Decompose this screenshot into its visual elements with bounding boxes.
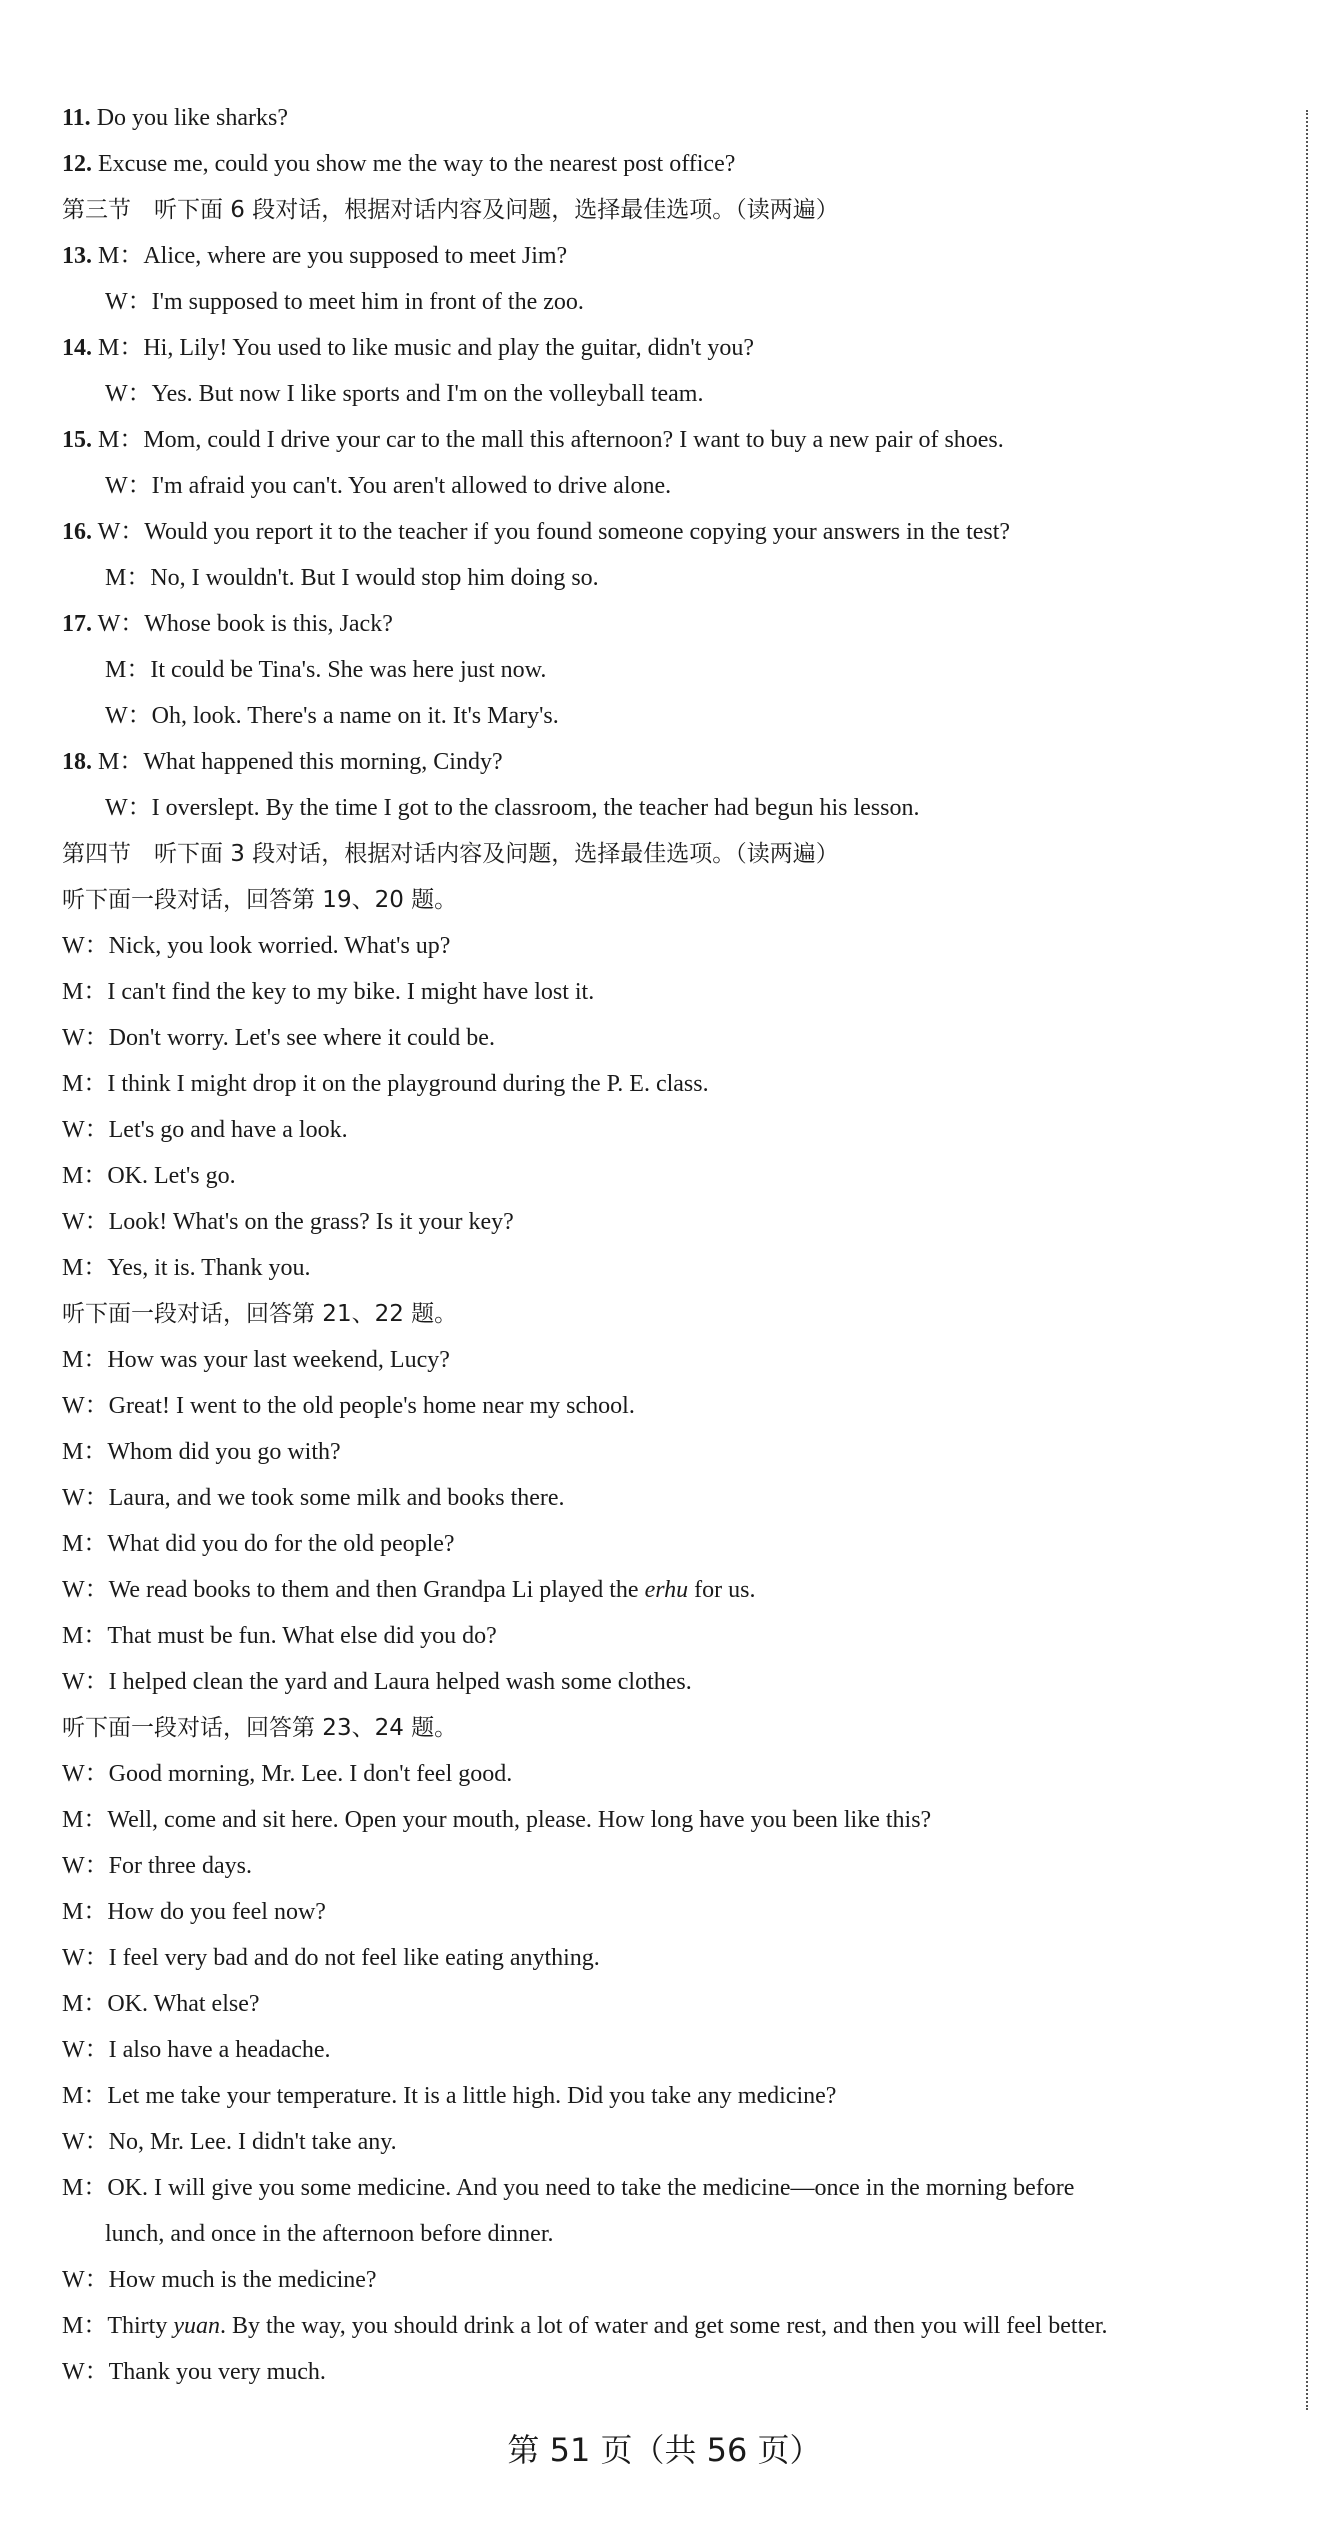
transcript-line (105, 2219, 554, 2249)
transcript-line (62, 333, 754, 363)
question-number: 12. (62, 151, 92, 177)
question-number: 17. (62, 611, 92, 637)
transcript-line (62, 1299, 457, 1329)
line-text: W：How much is the medicine? (62, 2267, 377, 2293)
line-text: W：Great! I went to the old people's home near my school. (62, 1393, 635, 1419)
transcript-line (62, 1667, 692, 1697)
line-text: M：Well, come and sit here. Open your mouth, please. How long have you been like this? (62, 1807, 932, 1833)
line-text-after: for us. (688, 1577, 756, 1603)
transcript-line (62, 1069, 709, 1099)
transcript-line (62, 931, 450, 961)
transcript-line (105, 287, 584, 317)
transcript-line (62, 1345, 450, 1375)
line-text: M：OK. Let's go. (62, 1163, 236, 1189)
transcript-line (62, 977, 594, 1007)
line-text: M：Mom, could I drive your car to the mall this afternoon? I want to buy a new pair of shoes. (92, 427, 1004, 453)
line-text: W：Don't worry. Let's see where it could be. (62, 1025, 495, 1051)
transcript-line (62, 195, 839, 225)
transcript-line (62, 747, 503, 777)
transcript-line (62, 2127, 397, 2157)
line-text: M：How do you feel now? (62, 1899, 326, 1925)
line-text: M：Alice, where are you supposed to meet Jim? (92, 243, 568, 269)
transcript-line (62, 2035, 331, 2065)
line-text: W：Whose book is this, Jack? (92, 611, 393, 637)
line-text: M：Thirty (62, 2313, 174, 2339)
line-text: 听下面一段对话，回答第 19、20 题。 (62, 887, 458, 913)
line-text: W：Look! What's on the grass? Is it your key? (62, 1209, 514, 1235)
transcript-line (62, 425, 1004, 455)
line-text: W：Yes. But now I like sports and I'm on the volleyball team. (105, 381, 704, 407)
transcript-line (62, 1897, 326, 1927)
transcript-line (62, 2311, 1108, 2341)
transcript-line (105, 655, 546, 685)
line-text: W：I also have a headache. (62, 2037, 331, 2063)
transcript-line (62, 1161, 236, 1191)
line-text: M：OK. What else? (62, 1991, 260, 2017)
binding-cut-line (1306, 110, 1308, 2410)
transcript-line (62, 1483, 565, 1513)
line-text: W：Let's go and have a look. (62, 1117, 348, 1143)
transcript-line (62, 241, 567, 271)
line-text: M：Hi, Lily! You used to like music and play the guitar, didn't you? (92, 335, 754, 361)
transcript-line (62, 1575, 755, 1605)
transcript-line (62, 1115, 348, 1145)
transcript-line (105, 471, 671, 501)
transcript-line (62, 1621, 497, 1651)
line-text: W：I overslept. By the time I got to the classroom, the teacher had begun his lesson. (105, 795, 920, 821)
line-text: W：Nick, you look worried. What's up? (62, 933, 451, 959)
line-text: M：What did you do for the old people? (62, 1531, 455, 1557)
line-text: 听下面一段对话，回答第 21、22 题。 (62, 1301, 458, 1327)
line-text: 第三节 听下面 6 段对话，根据对话内容及问题，选择最佳选项。（读两遍） (62, 197, 839, 223)
line-text: W：I'm afraid you can't. You aren't allowed to drive alone. (105, 473, 672, 499)
page-footer: 第 51 页（共 56 页） (507, 2431, 822, 2469)
transcript-line (62, 885, 457, 915)
transcript-line (62, 1023, 495, 1053)
line-text: M：It could be Tina's. She was here just now. (105, 657, 547, 683)
line-text: W：Oh, look. There's a name on it. It's Mary's. (105, 703, 559, 729)
line-text: M：OK. I will give you some medicine. And you need to take the medicine—once in the morning before (62, 2175, 1075, 2201)
transcript-line (62, 517, 1010, 547)
question-number: 18. (62, 749, 92, 775)
transcript-line (105, 563, 599, 593)
line-text: W：I'm supposed to meet him in front of the zoo. (105, 289, 584, 315)
line-text: M：No, I wouldn't. But I would stop him doing so. (105, 565, 599, 591)
transcript-line (105, 701, 559, 731)
transcript-line (62, 1207, 514, 1237)
transcript-line (62, 2265, 377, 2295)
transcript-line (105, 379, 703, 409)
transcript-line (62, 103, 288, 133)
line-text: W：Laura, and we took some milk and books there. (62, 1485, 565, 1511)
line-text: M：What happened this morning, Cindy? (92, 749, 503, 775)
question-number: 11. (62, 105, 91, 131)
transcript-line (105, 793, 919, 823)
transcript-line (62, 149, 735, 179)
line-text: M：I can't find the key to my bike. I might have lost it. (62, 979, 595, 1005)
line-text: lunch, and once in the afternoon before dinner. (105, 2221, 554, 2247)
transcript-line (62, 609, 393, 639)
line-text: W：Thank you very much. (62, 2359, 326, 2385)
transcript-line (62, 1529, 455, 1559)
line-text: M：How was your last weekend, Lucy? (62, 1347, 450, 1373)
transcript-line (62, 1391, 635, 1421)
line-text: M：Yes, it is. Thank you. (62, 1255, 311, 1281)
line-text: W：Would you report it to the teacher if you found someone copying your answers in the test? (92, 519, 1011, 545)
transcript-line (62, 2081, 836, 2111)
line-text: W：We read books to them and then Grandpa Li played the (62, 1577, 645, 1603)
line-text: W：For three days. (62, 1853, 252, 1879)
transcript-line (62, 2357, 326, 2387)
line-text: M：I think I might drop it on the playground during the P. E. class. (62, 1071, 709, 1097)
question-number: 15. (62, 427, 92, 453)
transcript-line (62, 1713, 457, 1743)
line-text: W：I feel very bad and do not feel like eating anything. (62, 1945, 600, 1971)
line-text: 听下面一段对话，回答第 23、24 题。 (62, 1715, 458, 1741)
line-text: Excuse me, could you show me the way to the nearest post office? (92, 151, 736, 177)
transcript-line (62, 1253, 310, 1283)
transcript-line (62, 1437, 341, 1467)
line-text: W：Good morning, Mr. Lee. I don't feel good. (62, 1761, 513, 1787)
question-number: 13. (62, 243, 92, 269)
line-text: M：Let me take your temperature. It is a little high. Did you take any medicine? (62, 2083, 837, 2109)
transcript-line (62, 1943, 600, 1973)
italic-word: erhu (644, 1577, 689, 1603)
transcript-line (62, 1989, 260, 2019)
italic-word: yuan (173, 2313, 220, 2339)
transcript-line (62, 2173, 1074, 2203)
transcript-line (62, 1759, 512, 1789)
question-number: 14. (62, 335, 92, 361)
line-text: W：No, Mr. Lee. I didn't take any. (62, 2129, 397, 2155)
line-text: 第四节 听下面 3 段对话，根据对话内容及问题，选择最佳选项。（读两遍） (62, 841, 839, 867)
line-text: Do you like sharks? (90, 105, 288, 131)
question-number: 16. (62, 519, 92, 545)
transcript-line (62, 1805, 931, 1835)
line-text-after: . By the way, you should drink a lot of water and get some rest, and then you will feel better. (219, 2313, 1108, 2339)
transcript-line (62, 1851, 252, 1881)
line-text: M：That must be fun. What else did you do? (62, 1623, 497, 1649)
line-text: M：Whom did you go with? (62, 1439, 341, 1465)
line-text: W：I helped clean the yard and Laura helped wash some clothes. (62, 1669, 692, 1695)
transcript-line (62, 839, 839, 869)
